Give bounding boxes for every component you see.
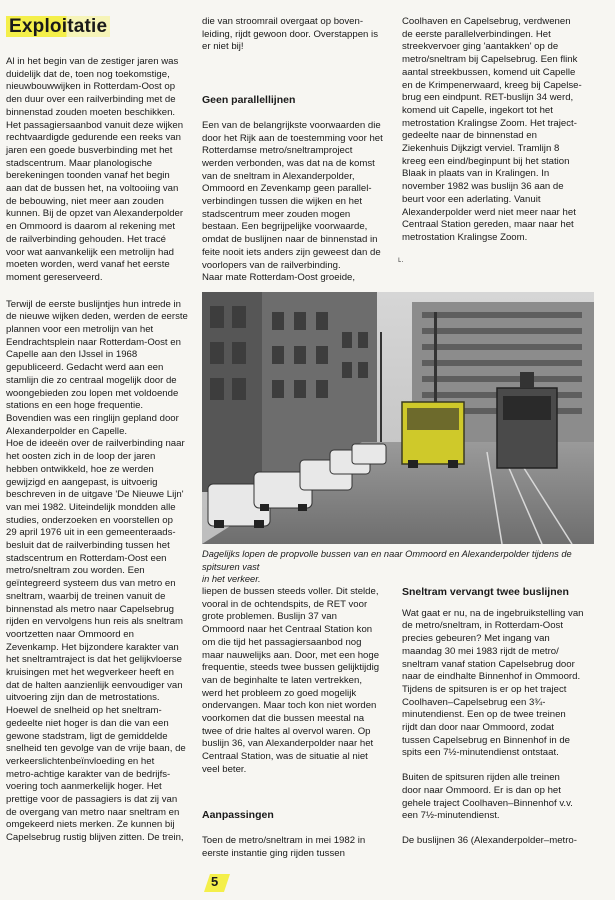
paragraph: Een van de belangrijkste voorwaarden die door het Rijk aan de toestemming voor het Rotterdamse metro/sneltramproject werden verbonden, was dat na de komst van de sneltram in Alexanderpolder, Ommoord en Zevenkamp geen parallel- verbindingen tussen die wijken en het stadscentrum meer zouden mogen bestaan. Een begrijpelijke voorwaarde, omdat de buslijnen naar de binnenstad in feite nooit iets anders zijn geweest dan de voorlopers van de railverbinding. Naar mate Rotterdam-Oost groeide, — [202, 119, 383, 284]
photo-caption: Dagelijks lopen de propvolle bussen van en naar Ommoord en Alexanderpolder tijdens de spitsuren vast in het verkeer. — [202, 549, 572, 584]
small-mark: ʟ. — [398, 255, 404, 264]
column-2-lower — [202, 586, 398, 861]
paragraph: Al in het begin van de zestiger jaren was duidelijk dat de, toen nog toekomstige, nieuwbouwwijken in Rotterdam-Oost op den duur over een railverbinding met de binnenstad zouden moeten beschikken. Het passagiersaanbod vanuit deze wijken rechtvaardigde gedurende een reeks van jaren een goede busverbinding met het stadscentrum. Maar planologische berekeningen toonden vanaf het begin aan dat de bussen het, na voltooiing van de bebouwing, niet meer aan zouden kunnen. Bij de opzet van Alexanderpolder en Ommoord is daarom al rekening met de railverbinding gehouden. Het tracé voor wat aanvankelijk een metrolijn had moeten worden, werd vanaf het eerste moment gereserveerd. — [6, 56, 184, 283]
section-heading: Sneltram vervangt twee buslijnen — [402, 586, 569, 598]
paragraph: Terwijl de eerste buslijntjes hun intrede in de nieuwe wijken deden, werden de eerste plannen voor een metrolijn van het Eendrachtsplein naar Rotterdam-Oost en Capelle aan den IJssel in 1968 gepubliceerd. Gedacht werd aan een stamlijn die zo centraal mogelijk door de woongebieden zou lopen met voldoende stations en een hoge frequentie. Bovendien was een ringlijn gepland door Alexanderpolder en Capelle. Hoe de ideeën over de railverbinding naar het oosten zich in de loop der jaren hebben ontwikkeld, hoe ze werden gewijzigd en aangepast, is uitvoerig beschreven in de uitgave 'De Nieuwe Lijn' van mei 1982. Uiteindelijk mondden alle studies, onderzoeken en voorstellen op 29 april 1976 uit in een gemeenteraads- besluit dat de railverbinding tussen het stadscentrum en Rotterdam-Oost een metro/sneltram zou worden. Een geïntegreerd systeem dus van metro en sneltram, waarbij de treinen vanuit de binnenstad als metro naar Capelsebrug rijden en vervolgens hun reis als sneltram voortzetten naar Ommoord en Zevenkamp. Het bijzondere karakter van het sneltramtraject is dat het gelijkvloerse kruisingen met het wegverkeer heeft en dat de halten aanzienlijk eenvoudiger van uitvoering zijn dan de metrostations. Hoewel de snelheid op het sneltram- gedeelte niet hoger is dan die van een gewone stadstram, ligt de gemiddelde snelheid ten gevolge van de vrije baan, de verkeerslichtenbeïnvloeding en het metro-achtige karakter van de bedrijfs- voering toch aanmerkelijk hoger. Het prettige voor de passagiers is dat zij van de overgang van metro naar sneltram en omgekeerd niets merken. Ze kunnen bij Capelsebrug rustig blijven zitten. De trein, — [6, 298, 188, 844]
paragraph: Toen de metro/sneltram in mei 1982 in eerste instantie ging rijden tussen — [202, 835, 366, 859]
section-heading: Geen parallellijnen — [202, 94, 296, 107]
street-photo — [202, 292, 594, 544]
paragraph: Coolhaven en Capelsebrug, verdwenen de eerste parallelverbindingen. Het streekvervoer ging 'aantakken' op de metro/sneltram bij Capelsebrug. Een flink aantal streekbussen, komend uit Capelle en de Krimpenerwaard, kreeg bij Capelse- brug een eindpunt. RET-buslijn 34 werd, komend uit Capelle, ingekort tot het metrostation Kralingse Zoom. Het traject- gedeelte naar de binnenstad en Ziekenhuis Dijkzigt verviel. Tramlijn 8 kreeg een eind/beginpunt bij het station Blaak in plaats van in Kralingen. In november 1982 was buslijn 36 aan de beurt voor een aderlating. Vanuit Alexanderpolder werd niet meer naar het Centraal Station gereden, maar naar het metrostation Kralingse Zoom. — [402, 16, 582, 243]
section-heading: Aanpassingen — [202, 808, 274, 821]
street-photo-illustration — [202, 292, 594, 544]
page-number-badge — [202, 872, 232, 894]
paragraph: Buiten de spitsuren rijden alle treinen door naar Ommoord. Er is dan op het gehele traject Coolhaven–Binnenhof v.v. een 7½-minutendienst. — [402, 772, 573, 822]
page-number: 5 — [211, 874, 219, 889]
page-title: Exploitatie — [6, 16, 110, 38]
column-1 — [6, 56, 196, 845]
column-2 — [202, 16, 398, 285]
paragraph: die van stroomrail overgaat op boven- leiding, rijdt gewoon door. Overstappen is er niet bij! — [202, 16, 378, 53]
paragraph: De buslijnen 36 (Alexanderpolder–metro- — [402, 834, 577, 846]
column-3-lower — [402, 586, 602, 848]
paragraph: liepen de bussen steeds voller. Dit stelde, vooral in de ochtendspits, de RET voor grote problemen. Buslijn 37 van Ommoord naar het Centraal Station kon om die tijd het passagiersaanbod nog maar nauwelijks aan. Door, met een hoge frequentie, steeds twee bussen gelijktijdig van de beginhalte te laten vertrekken, werd het probleem zo goed mogelijk ondervangen. Maar toch kon niet worden voorkomen dat die bussen meestal na twee of drie haltes al overvol waren. Op buslijn 36, van Alexanderpolder naar het Centraal Station, was de situatie al niet veel beter. — [202, 586, 380, 775]
column-3 — [402, 16, 602, 245]
paragraph: Wat gaat er nu, na de ingebruikstelling van de metro/sneltram, in Rotterdam-Oost precies gebeuren? Met ingang van maandag 30 mei 1983 rijdt de metro/ sneltram vanaf station Capelsebrug door naar de eindhalte Binnenhof in Ommoord. Tijdens de spitsuren is er op het traject Coolhaven–Capelsebrug een 3¾- minutendienst. Een op de twee treinen rijdt dan door naar Ommoord, zodat tussen Capelsebrug en Binnenhof in de spits een 7½-minutendienst ontstaat. — [402, 607, 584, 759]
